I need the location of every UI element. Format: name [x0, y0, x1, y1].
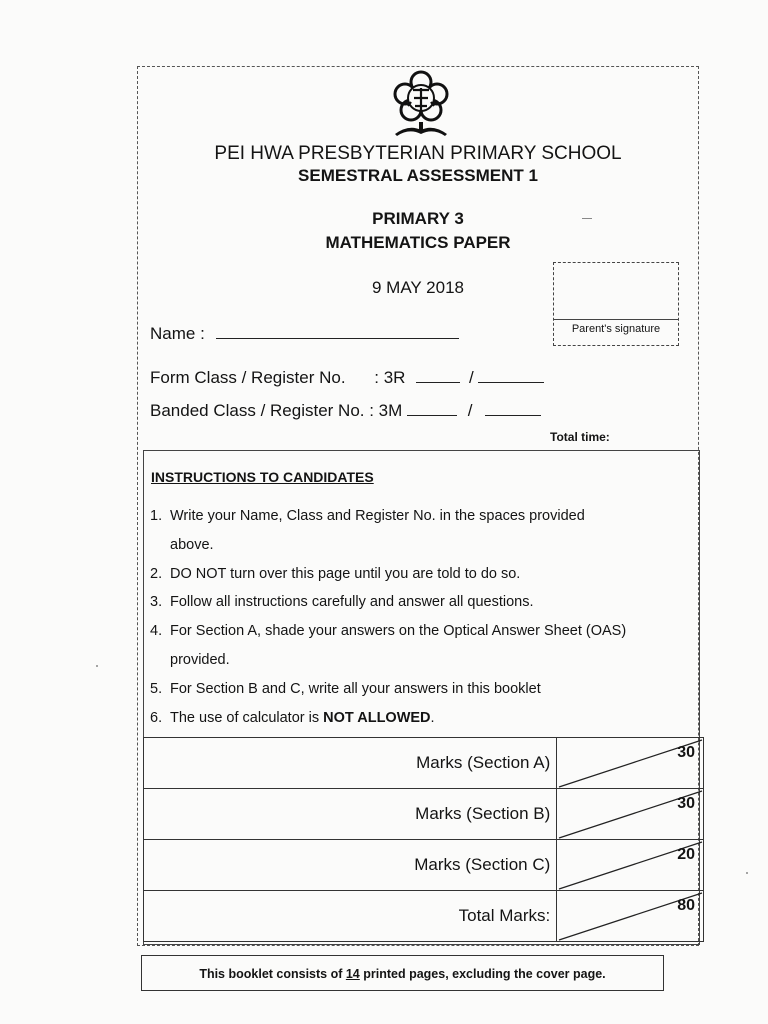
form-class-row — [150, 366, 544, 388]
marks-label: Total Marks: — [144, 891, 557, 942]
scan-speck — [582, 218, 592, 219]
instruction-item: 1. Write your Name, Class and Register No. in the spaces provided — [150, 508, 585, 524]
scan-speck — [746, 872, 748, 874]
instruction-item: above. — [170, 537, 214, 553]
name-input-line[interactable] — [216, 322, 459, 339]
name-row — [150, 322, 459, 344]
marks-score-cell[interactable] — [557, 891, 704, 942]
marks-label: Marks (Section B) — [144, 789, 557, 840]
marks-score-cell[interactable] — [557, 738, 704, 789]
banded-class-input-line[interactable] — [407, 399, 457, 416]
assessment-title: SEMESTRAL ASSESSMENT 1 — [298, 166, 538, 185]
paper-title: MATHEMATICS PAPER — [325, 233, 511, 252]
banded-register-input-line[interactable] — [485, 399, 541, 416]
instructions-title: INSTRUCTIONS TO CANDIDATES — [151, 469, 374, 485]
banded-class-label: Banded Class / Register No. : 3M — [150, 401, 403, 420]
form-class-input-line[interactable] — [416, 366, 460, 383]
instruction-item: provided. — [170, 652, 230, 668]
banded-class-slash: / — [467, 401, 473, 420]
name-label: Name : — [150, 324, 205, 343]
table-row — [144, 789, 704, 840]
form-class-label: Form Class / Register No. — [150, 368, 346, 387]
instruction-item: 3. Follow all instructions carefully and answer all questions. — [150, 594, 534, 610]
total-time-label: Total time: — [550, 430, 610, 444]
table-row — [144, 840, 704, 891]
marks-total: 80 — [677, 897, 695, 914]
table-row — [144, 891, 704, 942]
school-name: PEI HWA PRESBYTERIAN PRIMARY SCHOOL — [214, 143, 622, 164]
marks-total: 30 — [677, 744, 695, 761]
school-crest-icon — [389, 68, 453, 140]
parent-signature-box[interactable] — [553, 262, 679, 346]
marks-total: 30 — [677, 795, 695, 812]
instruction-item: 6. The use of calculator is NOT ALLOWED. — [150, 710, 435, 726]
page-count: 14 — [345, 967, 360, 981]
booklet-pages-note: This booklet consists of 14 printed pages, excluding the cover page. — [141, 955, 664, 991]
instruction-item: 2. DO NOT turn over this page until you are told to do so. — [150, 566, 521, 582]
level-title: PRIMARY 3 — [372, 209, 464, 228]
marks-total: 20 — [677, 846, 695, 863]
banded-class-row — [150, 399, 541, 421]
form-class-value: : 3R — [374, 368, 406, 387]
marks-label: Marks (Section C) — [144, 840, 557, 891]
parent-signature-label: Parent's signature — [571, 323, 661, 335]
instruction-item: 5. For Section B and C, write all your answers in this booklet — [150, 681, 541, 697]
marks-label: Marks (Section A) — [144, 738, 557, 789]
form-class-slash: / — [468, 368, 474, 387]
form-register-input-line[interactable] — [478, 366, 544, 383]
marks-table — [143, 737, 704, 942]
marks-score-cell[interactable] — [557, 840, 704, 891]
instruction-item: 4. For Section A, shade your answers on the Optical Answer Sheet (OAS) — [150, 623, 627, 639]
marks-score-cell[interactable] — [557, 789, 704, 840]
scan-speck — [96, 665, 98, 667]
exam-date: 9 MAY 2018 — [372, 278, 464, 297]
table-row — [144, 738, 704, 789]
